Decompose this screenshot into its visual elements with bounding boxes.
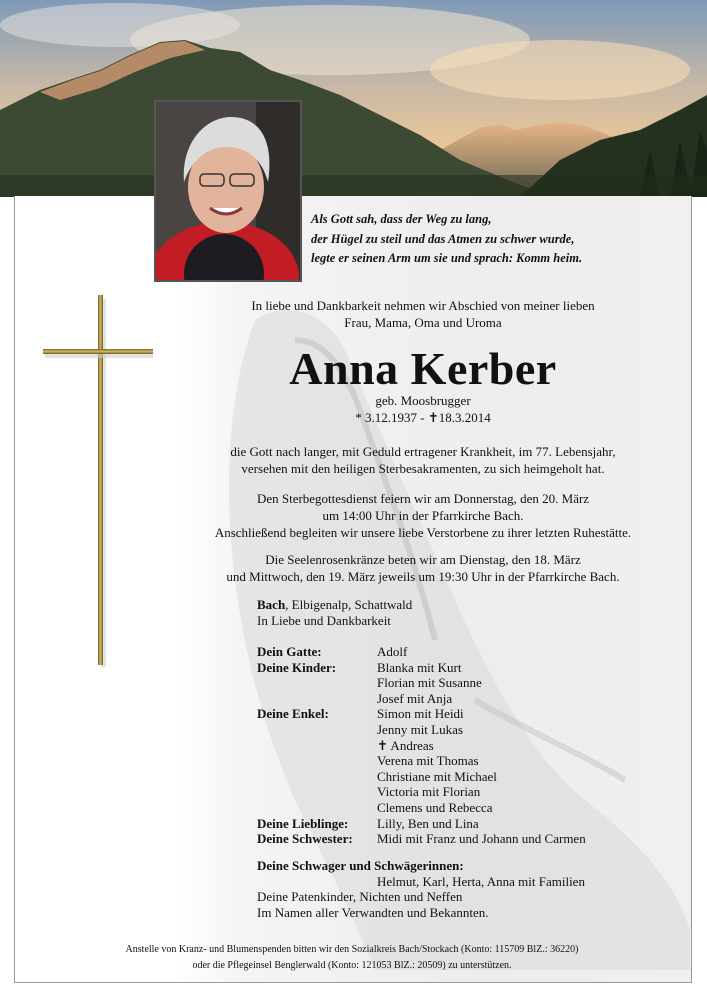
deceased-name: Anna Kerber bbox=[289, 343, 557, 394]
place-rest: , Elbigenalp, Schattwald bbox=[285, 597, 413, 612]
list-item: Verena mit Thomas bbox=[377, 753, 479, 769]
mountain-banner bbox=[0, 0, 707, 197]
quote-line: der Hügel zu steil und das Atmen zu schwer wurde, bbox=[311, 231, 575, 246]
inlaws-label: Deine Schwager und Schwägerinnen: bbox=[257, 858, 464, 873]
maiden-name: geb. Moosbrugger bbox=[375, 393, 471, 408]
woman-portrait-image bbox=[156, 102, 300, 280]
mountain-landscape-image bbox=[0, 0, 707, 197]
list-item: Deine Kinder: Blanka mit Kurt bbox=[257, 659, 462, 675]
list-item: Deine Lieblinge: Lilly, Ben und Lina bbox=[257, 815, 479, 831]
cross-icon bbox=[43, 295, 155, 667]
list-item: Josef mit Anja bbox=[377, 690, 453, 706]
service-paragraph: Den Sterbegottesdienst feiern wir am Donnerstag, den 20. März um 14:00 Uhr in der Pfarrkirche Bach. Anschließend begleiten wir unsere liebe Verstorbene zu ihrer letzten Ruhestätte. bbox=[214, 491, 632, 540]
list-item: Deine Schwester: Midi mit Franz und Johann und Carmen bbox=[257, 831, 586, 847]
list-item: Florian mit Susanne bbox=[377, 675, 482, 691]
inlaws-names: Helmut, Karl, Herta, Anna mit Familien bbox=[377, 873, 585, 889]
list-item: Clemens und Rebecca bbox=[377, 799, 493, 815]
quote-line: Als Gott sah, dass der Weg zu lang, bbox=[311, 212, 492, 226]
gratitude-line: In Liebe und Dankbarkeit bbox=[257, 612, 391, 628]
relatives-list bbox=[257, 644, 586, 847]
godchildren-line: Deine Patenkinder, Nichten und Neffen bbox=[257, 889, 463, 905]
list-item: Deine Enkel: Simon mit Heidi bbox=[257, 706, 464, 722]
portrait-photo bbox=[154, 100, 302, 282]
intro-text: In liebe und Dankbarkeit nehmen wir Abschied von meiner lieben Frau, Mama, Oma und Uroma bbox=[251, 298, 595, 330]
life-dates: * 3.12.1937 - ✝18.3.2014 bbox=[355, 410, 491, 425]
list-item: Dein Gatte: Adolf bbox=[257, 644, 408, 659]
death-paragraph: die Gott nach langer, mit Geduld ertragener Krankheit, im 77. Lebensjahr, versehen mit den heiligen Sterbesakramenten, zu sich heimgeholt hat. bbox=[230, 444, 616, 476]
place-bold: Bach bbox=[257, 597, 286, 612]
birth-details bbox=[150, 392, 696, 426]
inlaws-block bbox=[257, 858, 585, 920]
relatives-line: Im Namen aller Verwandten und Bekannten. bbox=[257, 904, 489, 920]
list-item: Victoria mit Florian bbox=[377, 784, 481, 800]
quote-block bbox=[311, 210, 691, 269]
quote-line: legte er seinen Arm um sie und sprach: Komm heim. bbox=[311, 251, 583, 265]
list-item: Christiane mit Michael bbox=[377, 768, 497, 784]
donation-note: Anstelle von Kranz- und Blumenspenden bitten wir den Sozialkreis Bach/Stockach (Konto: 115709 BlZ.: 36220) oder die Pflegeinsel Benglerwald (Konto: 121053 BlZ.: 20509) zu unterstützen. bbox=[125, 944, 579, 971]
list-item: Jenny mit Lukas bbox=[377, 721, 463, 737]
list-item: ✝ Andreas bbox=[377, 737, 434, 753]
rosary-paragraph: Die Seelenrosenkränze beten wir am Dienstag, den 18. März und Mittwoch, den 19. März jeweils um 19:30 Uhr in der Pfarrkirche Bach. bbox=[226, 552, 620, 584]
family-header bbox=[257, 597, 412, 628]
